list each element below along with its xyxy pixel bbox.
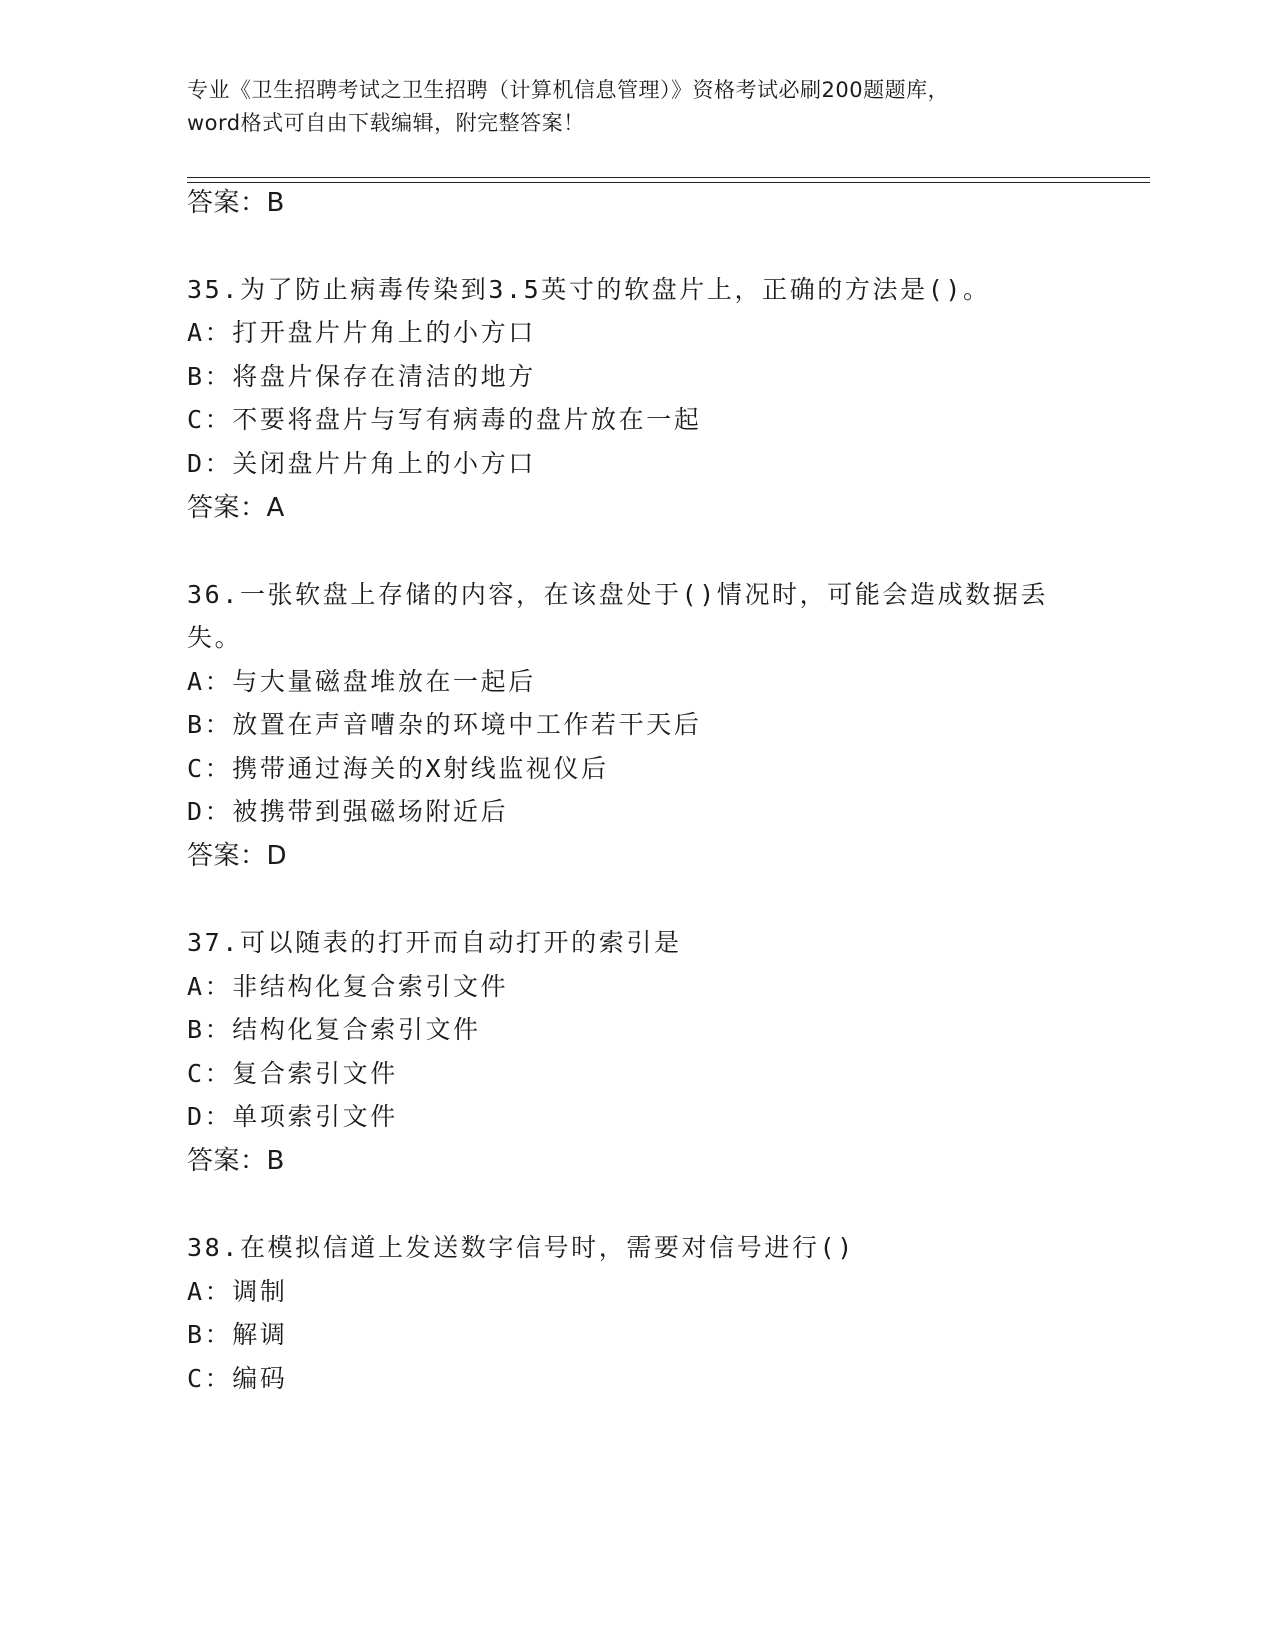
header-rule-top (187, 177, 1150, 178)
question-36-option-b: B：放置在声音嘈杂的环境中工作若干天后 (187, 710, 702, 739)
question-36-stem-cont: 失。 (187, 623, 243, 652)
question-36-option-d: D：被携带到强磁场附近后 (187, 797, 509, 826)
question-37-option-b: B：结构化复合索引文件 (187, 1015, 481, 1044)
document-header (187, 74, 1087, 140)
question-38-stem: 38.在模拟信道上发送数字信号时，需要对信号进行() (187, 1233, 855, 1262)
header-line-2: word格式可自由下载编辑，附完整答案！ (187, 111, 585, 135)
question-35-option-d: D：关闭盘片片角上的小方口 (187, 449, 536, 478)
question-35-option-b: B：将盘片保存在清洁的地方 (187, 362, 536, 391)
question-37-option-d: D：单项索引文件 (187, 1102, 398, 1131)
question-36-option-a: A：与大量磁盘堆放在一起后 (187, 667, 536, 696)
header-rule-bottom (187, 182, 1150, 183)
question-38-option-a: A：调制 (187, 1277, 288, 1306)
question-35-option-c: C：不要将盘片与写有病毒的盘片放在一起 (187, 405, 702, 434)
question-35-option-a: A：打开盘片片角上的小方口 (187, 318, 536, 347)
header-line-1: 专业《卫生招聘考试之卫生招聘（计算机信息管理）》资格考试必刷200题题库， (187, 78, 950, 102)
question-38-option-c: C：编码 (187, 1364, 288, 1393)
question-35-stem: 35.为了防止病毒传染到3.5英寸的软盘片上，正确的方法是()。 (187, 275, 991, 304)
answer-line: 答案：B (187, 188, 285, 218)
question-37-stem: 37.可以随表的打开而自动打开的索引是 (187, 928, 682, 957)
question-36-answer: 答案：D (187, 841, 288, 871)
question-37-answer: 答案：B (187, 1146, 285, 1176)
question-37-option-c: C：复合索引文件 (187, 1059, 398, 1088)
question-37-option-a: A：非结构化复合索引文件 (187, 972, 509, 1001)
question-36-stem: 36.一张软盘上存储的内容，在该盘处于()情况时，可能会造成数据丢 (187, 580, 1049, 609)
question-38-option-b: B：解调 (187, 1320, 288, 1349)
question-36-option-c: C：携带通过海关的X射线监视仪后 (187, 754, 609, 783)
question-35-answer: 答案：A (187, 493, 285, 523)
